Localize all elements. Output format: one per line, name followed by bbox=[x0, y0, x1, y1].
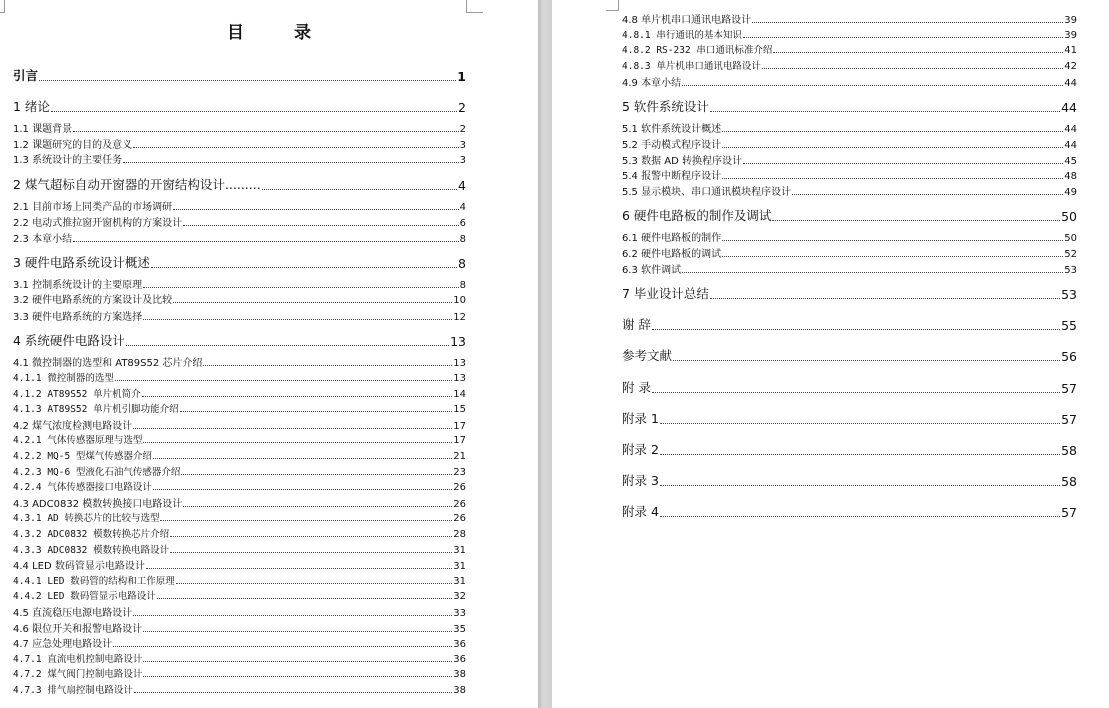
toc-leader-dots bbox=[176, 583, 453, 584]
toc-leader-dots bbox=[722, 240, 1063, 241]
toc-entry[interactable] bbox=[13, 682, 466, 696]
toc-entry-label: 4.7.2 煤气阀门控制电路设计 bbox=[13, 669, 143, 680]
toc-entry-label: 4.9 本章小结 bbox=[622, 78, 682, 89]
toc-entry-page-number: 3 bbox=[459, 140, 466, 151]
toc-page-left bbox=[0, 0, 538, 708]
toc-entry-page-number: 13 bbox=[453, 358, 466, 369]
toc-entry-label: 4.1.2 AT89S52 单片机简介 bbox=[13, 389, 141, 400]
toc-entry-label: 4.5 直流稳压电源电路设计 bbox=[13, 608, 133, 619]
toc-leader-dots bbox=[115, 380, 452, 381]
toc-leader-dots bbox=[153, 458, 452, 459]
toc-leader-dots bbox=[660, 485, 1060, 486]
toc-entry-page-number: 31 bbox=[453, 576, 466, 587]
toc-entry[interactable] bbox=[622, 97, 1077, 115]
toc-entry-page-number: 42 bbox=[1064, 61, 1077, 72]
toc-entry-label: 附录 1 bbox=[622, 411, 659, 426]
toc-leader-dots bbox=[660, 454, 1060, 455]
toc-entry-page-number: 36 bbox=[453, 654, 466, 665]
toc-leader-dots bbox=[142, 396, 453, 397]
toc-leader-dots bbox=[133, 147, 459, 148]
toc-entry[interactable] bbox=[13, 620, 466, 635]
toc-entry[interactable] bbox=[13, 291, 466, 306]
toc-entry-page-number: 52 bbox=[1064, 249, 1077, 260]
toc-entry[interactable] bbox=[13, 276, 466, 291]
toc-entry-label: 4.2.3 MQ-6 型液化石油气传感器介绍 bbox=[13, 467, 181, 478]
toc-leader-dots bbox=[773, 52, 1063, 53]
toc-leader-dots bbox=[173, 209, 459, 210]
toc-leader-dots bbox=[660, 423, 1060, 424]
toc-entry-label: 4.3.3 ADC0832 模数转换电路设计 bbox=[13, 545, 170, 556]
toc-entry-label: 5.3 数据 AD 转换程序设计 bbox=[622, 156, 742, 167]
toc-entry[interactable] bbox=[622, 346, 1077, 364]
toc-entry[interactable] bbox=[622, 409, 1077, 427]
page-corner-mark bbox=[0, 0, 5, 13]
toc-entry-page-number: 48 bbox=[1064, 171, 1077, 182]
toc-entry-label: 4.2 煤气浓度检测电路设计 bbox=[13, 421, 133, 432]
toc-leader-dots bbox=[772, 220, 1060, 221]
toc-leader-dots bbox=[143, 319, 452, 320]
toc-entry-label: 2 煤气超标自动开窗器的开窗结构设计......... bbox=[13, 177, 261, 192]
toc-entry[interactable] bbox=[622, 471, 1077, 489]
toc-entry[interactable] bbox=[622, 183, 1077, 198]
toc-entry-label: 4.4 LED 数码管显示电路设计 bbox=[13, 561, 145, 572]
toc-entry-page-number: 31 bbox=[453, 545, 466, 556]
toc-entry[interactable] bbox=[13, 542, 466, 556]
toc-entry-label: 2.3 本章小结 bbox=[13, 234, 73, 245]
toc-leader-dots bbox=[752, 22, 1063, 23]
toc-entry-page-number: 44 bbox=[1061, 100, 1077, 115]
toc-entry-page-number: 50 bbox=[1061, 209, 1077, 224]
toc-entry-page-number: 15 bbox=[453, 404, 466, 415]
toc-entry-page-number: 21 bbox=[453, 451, 466, 462]
toc-leader-dots bbox=[652, 329, 1060, 330]
toc-entry-page-number: 55 bbox=[1061, 318, 1077, 333]
toc-leader-dots bbox=[722, 147, 1063, 148]
toc-entry-page-number: 23 bbox=[453, 467, 466, 478]
toc-entry[interactable] bbox=[13, 651, 466, 665]
toc-entry-label: 4.8 单片机串口通讯电路设计 bbox=[622, 15, 752, 26]
toc-entry[interactable] bbox=[622, 58, 1077, 72]
toc-entry[interactable] bbox=[13, 666, 466, 680]
toc-entry[interactable] bbox=[622, 136, 1077, 151]
toc-leader-dots bbox=[722, 178, 1063, 179]
toc-entry-label: 2.1 目前市场上同类产品的市场调研 bbox=[13, 202, 173, 213]
toc-entry[interactable] bbox=[13, 151, 466, 166]
toc-entry-label: 4.7 应急处理电路设计 bbox=[13, 639, 113, 650]
toc-entry-label: 3.2 硬件电路系统的方案设计及比较 bbox=[13, 295, 173, 306]
toc-entry-page-number: 2 bbox=[458, 100, 466, 115]
toc-entry[interactable] bbox=[13, 136, 466, 151]
toc-entry-page-number: 8 bbox=[459, 234, 466, 245]
toc-entry[interactable] bbox=[13, 370, 466, 384]
toc-leader-dots bbox=[183, 225, 459, 226]
page-gutter bbox=[538, 0, 552, 708]
toc-entry-page-number: 50 bbox=[1064, 233, 1077, 244]
toc-entry[interactable] bbox=[622, 152, 1077, 167]
toc-entry-page-number: 39 bbox=[1064, 15, 1077, 26]
toc-entry[interactable] bbox=[13, 464, 466, 478]
toc-entry-label: 引言 bbox=[13, 68, 39, 83]
toc-entry-page-number: 28 bbox=[453, 529, 466, 540]
toc-entry-page-number: 3 bbox=[459, 155, 466, 166]
toc-entry[interactable] bbox=[13, 604, 466, 619]
toc-leader-dots bbox=[157, 598, 453, 599]
toc-entry-label: 5.4 报警中断程序设计 bbox=[622, 171, 722, 182]
toc-entry-page-number: 44 bbox=[1064, 124, 1077, 135]
toc-entry-label: 4.1.3 AT89S52 单片机引脚功能介绍 bbox=[13, 404, 179, 415]
toc-entry[interactable] bbox=[13, 97, 466, 115]
toc-entry[interactable] bbox=[622, 42, 1077, 56]
page-corner-mark bbox=[466, 0, 483, 13]
toc-entry[interactable] bbox=[13, 479, 466, 493]
toc-leader-dots bbox=[126, 345, 449, 346]
toc-entry[interactable] bbox=[622, 378, 1077, 396]
toc-entry-page-number: 13 bbox=[450, 334, 466, 349]
toc-entry-page-number: 8 bbox=[458, 256, 466, 271]
toc-entry-page-number: 58 bbox=[1061, 474, 1077, 489]
toc-entry[interactable] bbox=[13, 557, 466, 572]
toc-entry-page-number: 57 bbox=[1061, 505, 1077, 520]
toc-leader-dots bbox=[143, 287, 459, 288]
toc-entry-label: 3.1 控制系统设计的主要原理 bbox=[13, 280, 143, 291]
toc-leader-dots bbox=[262, 189, 457, 190]
toc-entry[interactable] bbox=[622, 206, 1077, 224]
toc-entry-label: 1.2 课题研究的目的及意义 bbox=[13, 140, 133, 151]
toc-leader-dots bbox=[183, 506, 452, 507]
toc-entry-label: 4.2.4 气体传感器接口电路设计 bbox=[13, 482, 152, 493]
toc-entry-page-number: 31 bbox=[453, 561, 466, 572]
toc-entry-label: 6.2 硬件电路板的调试 bbox=[622, 249, 722, 260]
toc-entry-label: 2.2 电动式推拉窗开窗机构的方案设计 bbox=[13, 218, 183, 229]
toc-entry-page-number: 44 bbox=[1064, 140, 1077, 151]
toc-entry-label: 附录 4 bbox=[622, 504, 659, 519]
toc-leader-dots bbox=[143, 631, 452, 632]
toc-entry-page-number: 53 bbox=[1061, 287, 1077, 302]
toc-entry[interactable] bbox=[13, 120, 466, 135]
toc-entry-page-number: 26 bbox=[453, 499, 466, 510]
toc-entry-label: 6 硬件电路板的制作及调试 bbox=[622, 208, 772, 223]
toc-entry-label: 5.1 软件系统设计概述 bbox=[622, 124, 722, 135]
toc-title: 目 录 bbox=[227, 23, 333, 43]
toc-entry[interactable] bbox=[13, 230, 466, 245]
toc-leader-dots bbox=[170, 552, 452, 553]
toc-entry-page-number: 12 bbox=[453, 312, 466, 323]
toc-leader-dots bbox=[660, 516, 1060, 517]
toc-leader-dots bbox=[710, 298, 1060, 299]
toc-entry-page-number: 38 bbox=[453, 685, 466, 696]
toc-entry[interactable] bbox=[13, 495, 466, 510]
toc-entry-label: 5.2 手动模式程序设计 bbox=[622, 140, 722, 151]
toc-leader-dots bbox=[743, 163, 1063, 164]
toc-entry[interactable] bbox=[13, 510, 466, 524]
toc-entry-label: 4.2.2 MQ-5 型煤气传感器介绍 bbox=[13, 451, 152, 462]
toc-entry-page-number: 2 bbox=[459, 124, 466, 135]
toc-entry-label: 参考文献 bbox=[622, 348, 673, 363]
toc-entry[interactable] bbox=[13, 401, 466, 415]
toc-entry-label: 附录 2 bbox=[622, 442, 659, 457]
toc-entry-page-number: 44 bbox=[1064, 78, 1077, 89]
toc-entry-label: 4.1.1 微控制器的选型 bbox=[13, 373, 114, 384]
toc-leader-dots bbox=[682, 272, 1063, 273]
toc-leader-dots bbox=[682, 85, 1063, 86]
toc-entry-page-number: 49 bbox=[1064, 187, 1077, 198]
toc-leader-dots bbox=[710, 111, 1060, 112]
toc-entry-page-number: 53 bbox=[1064, 265, 1077, 276]
toc-leader-dots bbox=[134, 692, 452, 693]
toc-leader-dots bbox=[123, 162, 459, 163]
toc-leader-dots bbox=[143, 676, 452, 677]
toc-entry-page-number: 10 bbox=[453, 295, 466, 306]
toc-entry[interactable] bbox=[13, 432, 466, 446]
toc-leader-dots bbox=[113, 646, 452, 647]
toc-entry-page-number: 8 bbox=[459, 280, 466, 291]
toc-entry-page-number: 41 bbox=[1064, 45, 1077, 56]
toc-leader-dots bbox=[180, 411, 453, 412]
toc-entry-page-number: 58 bbox=[1061, 443, 1077, 458]
toc-entry-page-number: 1 bbox=[457, 69, 466, 84]
toc-entry-label: 5 软件系统设计 bbox=[622, 99, 709, 114]
toc-leader-dots bbox=[133, 428, 452, 429]
toc-entry-label: 附录 3 bbox=[622, 473, 659, 488]
toc-leader-dots bbox=[39, 80, 456, 81]
toc-entry-page-number: 35 bbox=[453, 624, 466, 635]
toc-entry[interactable] bbox=[622, 74, 1077, 89]
toc-entry[interactable] bbox=[622, 167, 1077, 182]
toc-entry-label: 4.8.1 串行通讯的基本知识 bbox=[622, 30, 742, 41]
toc-entry-label: 7 毕业设计总结 bbox=[622, 286, 709, 301]
toc-leader-dots bbox=[181, 474, 452, 475]
toc-entry-page-number: 4 bbox=[458, 178, 466, 193]
toc-entry-page-number: 26 bbox=[453, 513, 466, 524]
toc-entry[interactable] bbox=[13, 573, 466, 587]
toc-entry-label: 4.3.1 AD 转换芯片的比较与选型 bbox=[13, 513, 160, 524]
toc-entry-page-number: 13 bbox=[453, 373, 466, 384]
toc-entry-label: 4.7.3 排气扇控制电路设计 bbox=[13, 685, 133, 696]
toc-entry[interactable] bbox=[622, 284, 1077, 302]
page-corner-mark bbox=[606, 0, 619, 11]
toc-entry[interactable] bbox=[622, 11, 1077, 26]
toc-entry-page-number: 32 bbox=[453, 591, 466, 602]
toc-entry-label: 3.3 硬件电路系统的方案选择 bbox=[13, 312, 143, 323]
toc-leader-dots bbox=[673, 360, 1060, 361]
toc-page-right bbox=[552, 0, 1109, 708]
toc-leader-dots bbox=[146, 568, 452, 569]
toc-leader-dots bbox=[762, 68, 1063, 69]
toc-entry-label: 4 系统硬件电路设计 bbox=[13, 333, 125, 348]
toc-entry[interactable] bbox=[622, 315, 1077, 333]
toc-entry-page-number: 14 bbox=[453, 389, 466, 400]
toc-entry[interactable] bbox=[622, 502, 1077, 520]
toc-entry-page-number: 45 bbox=[1064, 156, 1077, 167]
toc-leader-dots bbox=[722, 131, 1063, 132]
toc-entry-label: 4.8.2 RS-232 串口通讯标准介绍 bbox=[622, 45, 773, 56]
toc-entry[interactable] bbox=[13, 175, 466, 193]
toc-leader-dots bbox=[203, 365, 452, 366]
toc-entry-page-number: 56 bbox=[1061, 349, 1077, 364]
toc-entry-page-number: 39 bbox=[1064, 30, 1077, 41]
toc-entry-label: 4.4.2 LED 数码管显示电路设计 bbox=[13, 591, 156, 602]
toc-entry[interactable] bbox=[13, 253, 466, 271]
toc-entry[interactable] bbox=[13, 66, 466, 84]
toc-entry[interactable] bbox=[622, 27, 1077, 41]
toc-entry-label: 4.3 ADC0832 模数转换接口电路设计 bbox=[13, 499, 183, 510]
toc-leader-dots bbox=[722, 256, 1063, 257]
toc-entry[interactable] bbox=[13, 417, 466, 432]
toc-leader-dots bbox=[173, 302, 452, 303]
toc-leader-dots bbox=[792, 194, 1063, 195]
toc-leader-dots bbox=[153, 489, 452, 490]
toc-entry-label: 6.1 硬件电路板的制作 bbox=[622, 233, 722, 244]
toc-entry-label: 4.3.2 ADC0832 模数转换芯片介绍 bbox=[13, 529, 170, 540]
toc-leader-dots bbox=[143, 661, 452, 662]
toc-entry[interactable] bbox=[622, 120, 1077, 135]
toc-leader-dots bbox=[160, 520, 452, 521]
toc-entry-label: 4.7.1 直流电机控制电路设计 bbox=[13, 654, 143, 665]
toc-entry-label: 3 硬件电路系统设计概述 bbox=[13, 255, 150, 270]
toc-entry-page-number: 6 bbox=[459, 218, 466, 229]
toc-leader-dots bbox=[151, 267, 457, 268]
toc-entry-label: 4.8.3 单片机串口通讯电路设计 bbox=[622, 61, 761, 72]
toc-leader-dots bbox=[652, 392, 1060, 393]
toc-leader-dots bbox=[143, 442, 452, 443]
toc-leader-dots bbox=[133, 615, 452, 616]
toc-entry-page-number: 26 bbox=[453, 482, 466, 493]
toc-entry-label: 4.4.1 LED 数码管的结构和工作原理 bbox=[13, 576, 175, 587]
toc-entry-label: 6.3 软件调试 bbox=[622, 265, 682, 276]
toc-entry-label: 5.5 显示模块、串口通讯模块程序设计 bbox=[622, 187, 792, 198]
toc-entry-page-number: 17 bbox=[453, 435, 466, 446]
toc-entry-label: 4.1 微控制器的选型和 AT89S52 芯片介绍 bbox=[13, 358, 203, 369]
toc-leader-dots bbox=[743, 37, 1063, 38]
toc-entry-page-number: 36 bbox=[453, 639, 466, 650]
toc-entry[interactable] bbox=[13, 386, 466, 400]
toc-entry[interactable] bbox=[622, 440, 1077, 458]
toc-leader-dots bbox=[170, 536, 452, 537]
toc-entry-page-number: 38 bbox=[453, 669, 466, 680]
toc-entry-label: 附 录 bbox=[622, 380, 651, 395]
toc-entry-label: 1.3 系统设计的主要任务 bbox=[13, 155, 123, 166]
toc-entry[interactable] bbox=[622, 261, 1077, 276]
toc-entry[interactable] bbox=[622, 245, 1077, 260]
toc-entry-page-number: 33 bbox=[453, 608, 466, 619]
toc-entry[interactable] bbox=[13, 526, 466, 540]
toc-entry[interactable] bbox=[13, 588, 466, 602]
toc-entry-label: 1.1 课题背景 bbox=[13, 124, 73, 135]
toc-entry-page-number: 17 bbox=[453, 421, 466, 432]
toc-entry[interactable] bbox=[13, 214, 466, 229]
toc-entry[interactable] bbox=[13, 308, 466, 323]
toc-entry[interactable] bbox=[13, 635, 466, 650]
toc-entry[interactable] bbox=[13, 354, 466, 369]
toc-entry[interactable] bbox=[13, 331, 466, 349]
toc-entry[interactable] bbox=[13, 448, 466, 462]
toc-entry-label: 1 绪论 bbox=[13, 99, 50, 114]
toc-entry-label: 4.6 限位开关和报警电路设计 bbox=[13, 624, 143, 635]
toc-leader-dots bbox=[51, 111, 457, 112]
toc-entry-page-number: 57 bbox=[1061, 381, 1077, 396]
toc-leader-dots bbox=[73, 241, 459, 242]
toc-entry-page-number: 4 bbox=[459, 202, 466, 213]
toc-entry[interactable] bbox=[13, 198, 466, 213]
toc-entry-label: 4.2.1 气体传感器原理与选型 bbox=[13, 435, 143, 446]
toc-entry-page-number: 57 bbox=[1061, 412, 1077, 427]
toc-entry[interactable] bbox=[622, 229, 1077, 244]
toc-leader-dots bbox=[73, 131, 459, 132]
toc-entry-label: 谢 辞 bbox=[622, 317, 651, 332]
